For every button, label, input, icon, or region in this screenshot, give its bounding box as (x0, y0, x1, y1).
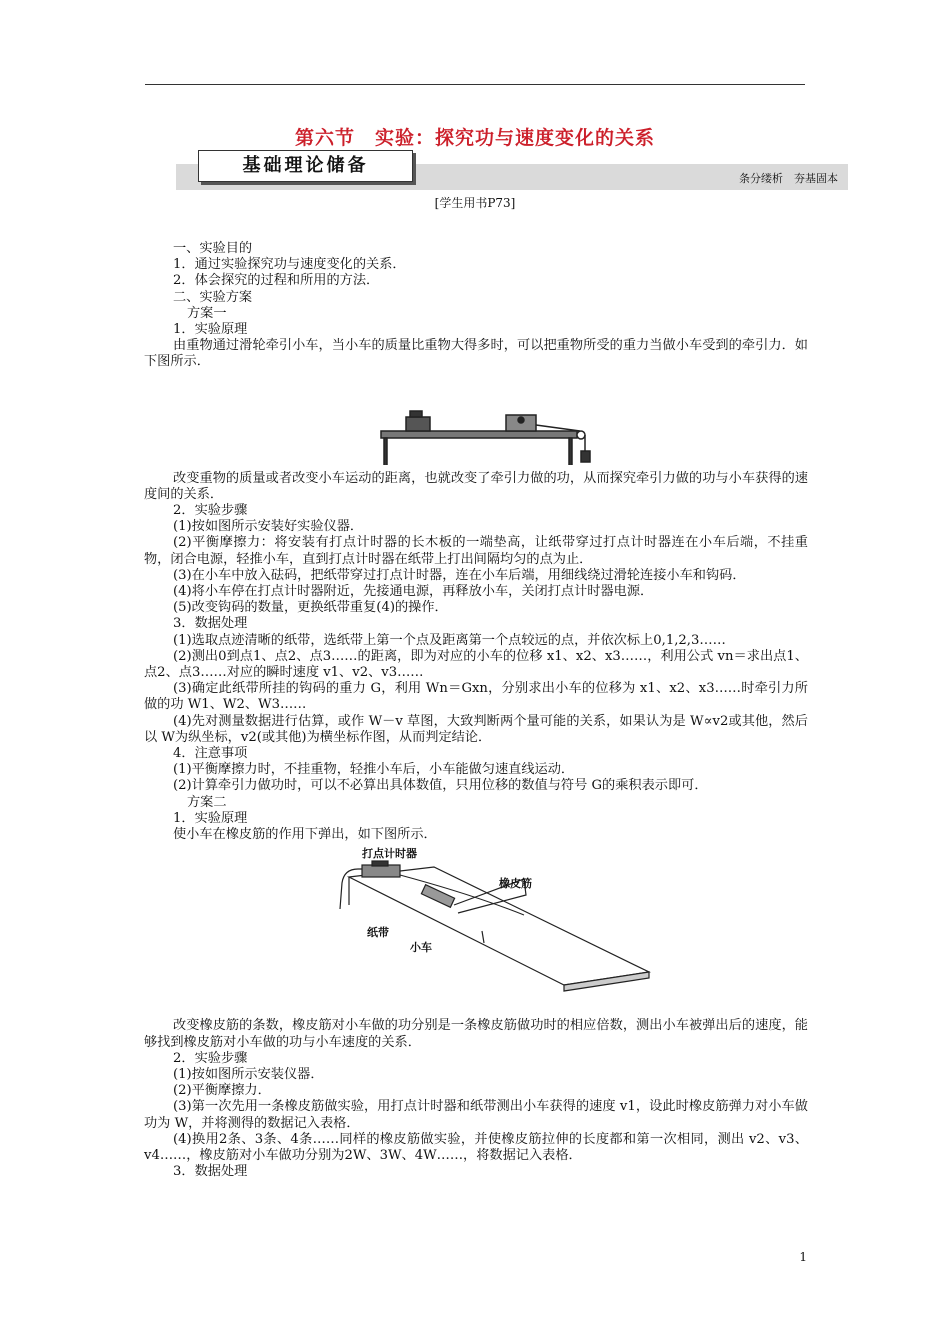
page-number: 1 (799, 1250, 807, 1264)
subheading: 1．实验原理 (173, 322, 248, 338)
section-subtitle: 条分缕析 夯基固本 (739, 172, 838, 185)
data-step: (3)确定此纸带所挂的钩码的重力 G，利用 Wn＝Gxn，分别求出小车的位移为 x1、x2、x3……时牵引力所做的功 W1、W2、W3…… (144, 681, 808, 713)
step: (4)换用2条、3条、4条……同样的橡皮筋做实验，并使橡皮筋拉伸的长度都和第一次相同，测出 v2、v3、v4……，橡皮筋对小车做功分别为2W、3W、4W……，将数据记入表格． (144, 1131, 808, 1163)
purpose-item: 2．体会探究的过程和所用的方法． (173, 273, 380, 289)
book-reference: [学生用书P73] (434, 196, 516, 210)
paragraph: 改变重物的质量或者改变小车运动的距离，也就改变了牵引力做的功，从而探究牵引力做的功与小车获得的速度间的关系． (144, 470, 808, 502)
label-rubber: 橡皮筋 (499, 877, 532, 891)
note: (2)计算牵引力做功时，可以不必算出具体数值，只用位移的数值与符号 G的乘积表示即可． (173, 778, 708, 794)
paragraph: 使小车在橡皮筋的作用下弹出，如下图所示． (173, 827, 437, 843)
subheading: 4．注意事项 (173, 746, 248, 762)
label-timer: 打点计时器 (362, 847, 417, 861)
heading-purpose: 一、实验目的 (173, 241, 253, 256)
heading-plan: 二、实验方案 (173, 289, 253, 305)
weight (581, 451, 590, 462)
data-step: (2)测出0到点1、点2、点3……的距离，即为对应的小车的位移 x1、x2、x3……，利用公式 vn＝求出点1、点2、点3……对应的瞬时速度 v1、v2、v3…… (144, 648, 808, 681)
page-title: 第六节 实验：探究功与速度变化的关系 (294, 127, 655, 149)
section-box: 基础理论储备 (198, 150, 413, 182)
subheading: 3．数据处理 (173, 1164, 248, 1180)
step: (2)平衡摩擦力． (173, 1083, 271, 1099)
data-step: (1)选取点迹清晰的纸带，选纸带上第一个点及距离第一个点较远的点，并依次标上0,1,2,3…… (173, 632, 726, 648)
step: (1)按如图所示安装仪器． (173, 1066, 324, 1082)
timer-block (406, 417, 430, 431)
label-tape: 纸带 (367, 926, 389, 940)
data-step: (4)先对测量数据进行估算，或作 W－v 草图，大致判断两个量可能的关系，如果认为是 W∝v2或其他，然后以 W为纵坐标，v2(或其他)为横坐标作图，从而判定结论． (144, 713, 808, 745)
timer-shape (362, 865, 400, 877)
step: (2)平衡摩擦力：将安装有打点计时器的长木板的一端垫高，让纸带穿过打点计时器连在小车后端，不挂重物，闭合电源，轻推小车，直到打点计时器在纸带上打出间隔均匀的点为止． (144, 535, 808, 567)
subheading: 2．实验步骤 (173, 503, 248, 519)
step: (3)第一次先用一条橡皮筋做实验，用打点计时器和纸带测出小车获得的速度 v1，设此时橡皮筋弹力对小车做功为 W，并将测得的数据记入表格． (144, 1099, 808, 1131)
purpose-item: 1．通过实验探究功与速度变化的关系． (173, 257, 406, 273)
subheading: 2．实验步骤 (173, 1050, 248, 1066)
paragraph: 由重物通过滑轮牵引小车，当小车的质量比重物大得多时，可以把重物所受的重力当做小车受到的牵引力．如下图所示． (144, 338, 808, 370)
main-content (144, 241, 808, 1180)
plan-two-heading: 方案二 (187, 794, 227, 810)
step: (1)按如图所示安装好实验仪器． (173, 519, 364, 535)
plan-one-heading: 方案一 (187, 305, 227, 321)
header-rule (145, 84, 805, 85)
paragraph: 改变橡皮筋的条数，橡皮筋对小车做的功分别是一条橡皮筋做功时的相应倍数，测出小车被弹出后的速度，能够找到橡皮筋对小车做的功与小车速度的关系． (144, 1018, 808, 1050)
figure-cart-pulley (144, 373, 808, 465)
note: (1)平衡摩擦力时，不挂重物，轻推小车后，小车能做匀速直线运动． (173, 762, 575, 778)
subheading: 1．实验原理 (173, 810, 248, 826)
step: (5)改变钩码的数量，更换纸带重复(4)的操作． (173, 600, 448, 616)
figure-rubber-band (144, 847, 808, 1010)
label-cart: 小车 (410, 941, 432, 955)
board (381, 431, 577, 438)
step: (4)将小车停在打点计时器附近，先接通电源，再释放小车，关闭打点计时器电源． (173, 584, 654, 600)
subheading: 3．数据处理 (173, 616, 248, 632)
step: (3)在小车中放入砝码，把纸带穿过打点计时器，连在小车后端，用细线绕过滑轮连接小车和钩码． (173, 567, 746, 583)
